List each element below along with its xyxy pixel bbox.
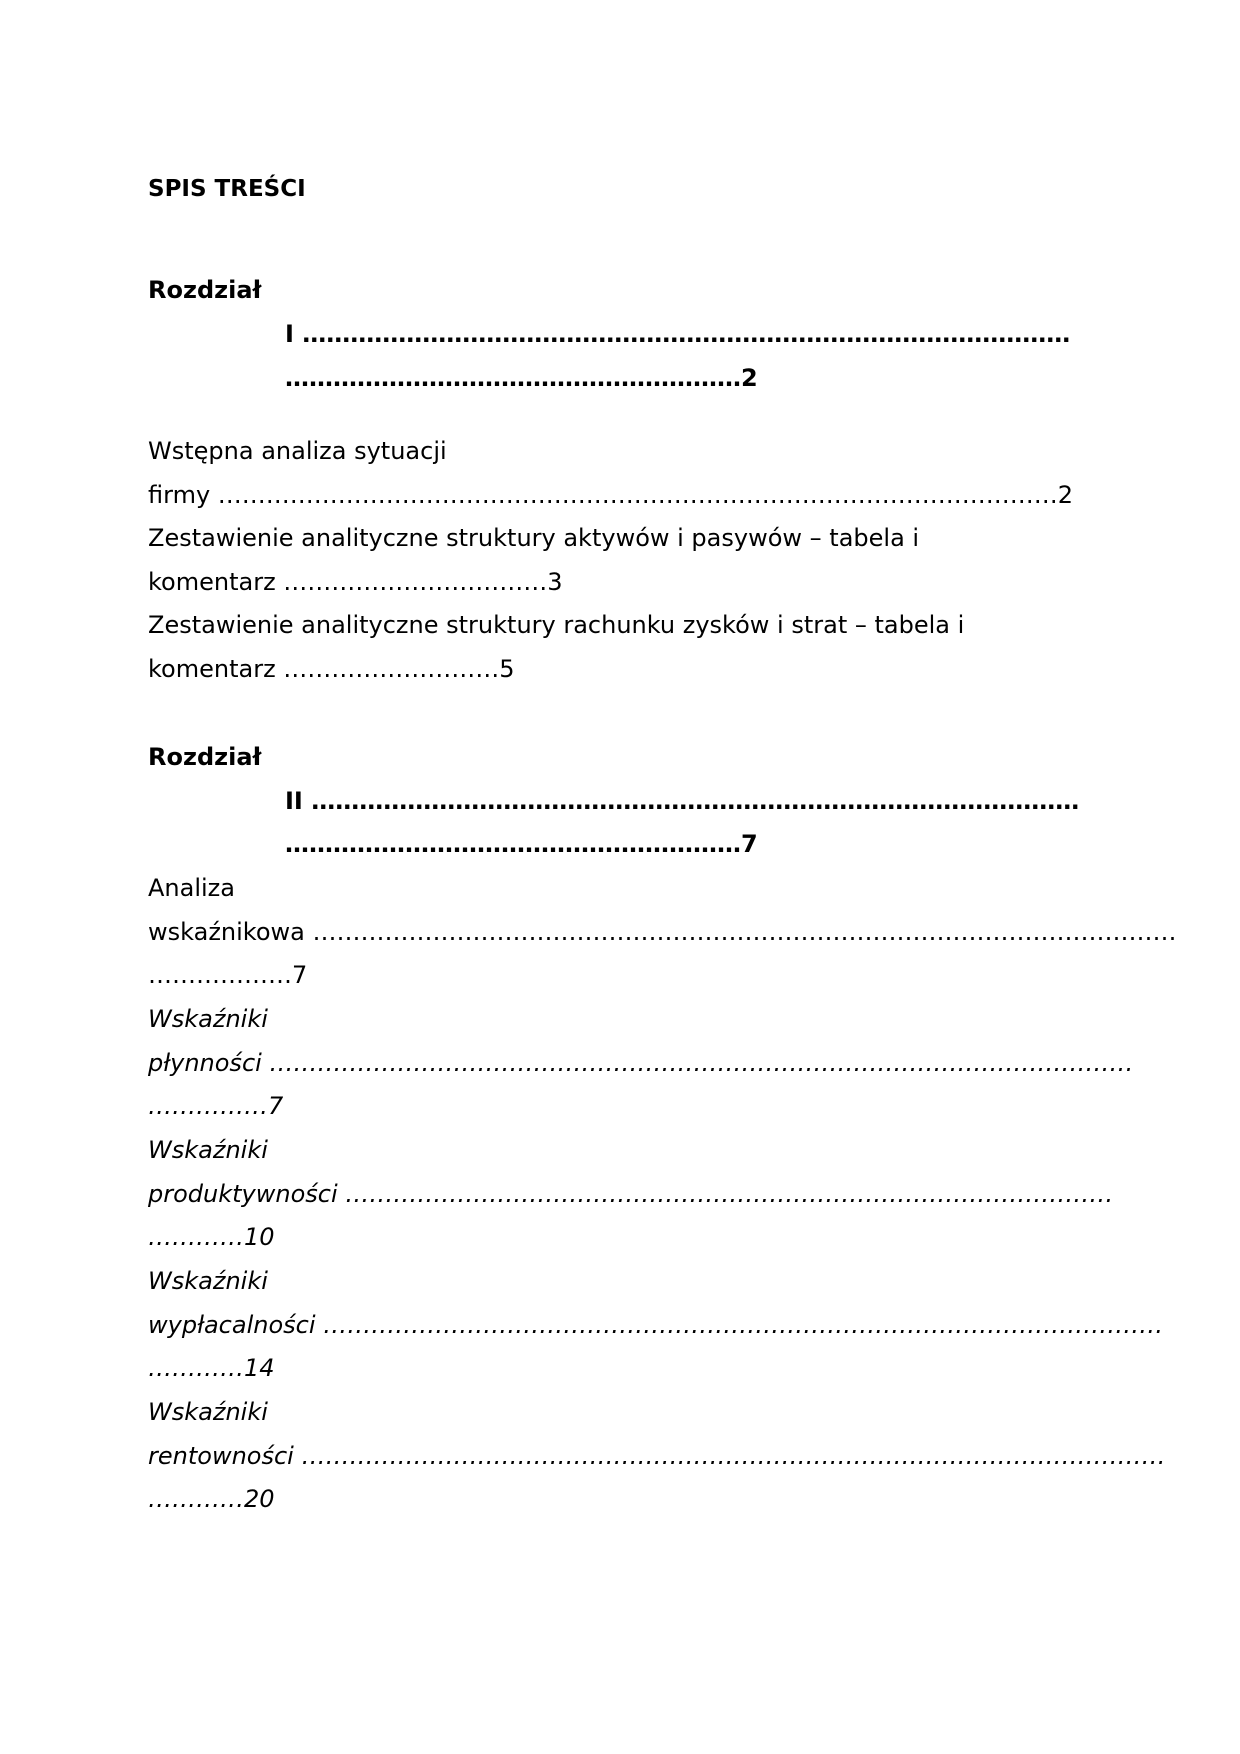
chapter-page-line[interactable]: …………………………………………………7 <box>285 830 758 858</box>
toc-entry-line[interactable]: komentarz ……………………………3 <box>148 568 563 596</box>
toc-entry-line[interactable]: ………………7 <box>148 961 308 989</box>
chapter-number-line[interactable]: I …………………………………………………………………………………… <box>285 320 1071 348</box>
chapter-heading: Rozdział <box>148 276 262 304</box>
chapter-page-line[interactable]: …………………………………………………2 <box>285 364 758 392</box>
toc-subentry-line[interactable]: …………14 <box>148 1354 275 1382</box>
toc-subentry-line[interactable]: Wskaźniki <box>148 1005 268 1033</box>
toc-subentry-line[interactable]: ……………7 <box>148 1092 284 1120</box>
toc-subentry-line[interactable]: wypłacalności …………………………………………………………………………………………… <box>148 1311 1164 1339</box>
toc-subentry-line[interactable]: produktywności …………………………………………………………………………………… <box>148 1180 1114 1208</box>
toc-entry-line[interactable]: firmy ……………………………………………………………………………………………2 <box>148 481 1074 509</box>
toc-entry-line[interactable]: Wstępna analiza sytuacji <box>148 437 447 465</box>
toc-subentry-line[interactable]: …………10 <box>148 1223 275 1251</box>
toc-subentry-line[interactable]: Wskaźniki <box>148 1136 268 1164</box>
toc-entry-line[interactable]: komentarz ………………………5 <box>148 655 515 683</box>
toc-subentry-line[interactable]: …………20 <box>148 1485 275 1513</box>
toc-subentry-line[interactable]: Wskaźniki <box>148 1267 268 1295</box>
toc-entry-line[interactable]: wskaźnikowa ……………………………………………………………………………………………… <box>148 918 1177 946</box>
toc-title: SPIS TREŚCI <box>148 176 306 202</box>
toc-subentry-line[interactable]: rentowności ……………………………………………………………………………………………… <box>148 1442 1166 1470</box>
toc-entry-line[interactable]: Zestawienie analityczne struktury rachunku zysków i strat – tabela i <box>148 611 965 639</box>
chapter-number-line[interactable]: II …………………………………………………………………………………… <box>285 787 1080 815</box>
toc-subentry-line[interactable]: płynności ……………………………………………………………………………………………… <box>148 1049 1134 1077</box>
chapter-heading: Rozdział <box>148 743 262 771</box>
toc-entry-line[interactable]: Analiza <box>148 874 235 902</box>
toc-subentry-line[interactable]: Wskaźniki <box>148 1398 268 1426</box>
toc-entry-line[interactable]: Zestawienie analityczne struktury aktywów i pasywów – tabela i <box>148 524 920 552</box>
